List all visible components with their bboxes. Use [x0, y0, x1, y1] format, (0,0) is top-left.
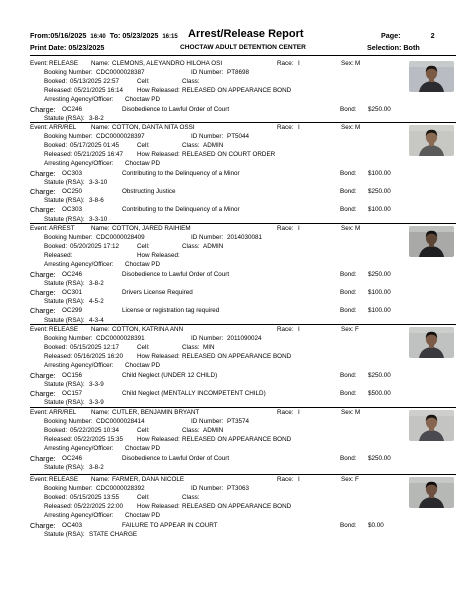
name-label: Name: [91, 409, 110, 416]
page-number: 2 [430, 31, 435, 40]
booking-number-value: CDC0000028414 [96, 418, 145, 426]
charge-label: Charge: [30, 306, 56, 316]
event-value: ARR/REL [49, 409, 77, 416]
record-divider [30, 122, 456, 123]
how-released-value: RELEASED ON COURT ORDER [182, 151, 276, 159]
bond-amount: $250.00 [368, 372, 391, 379]
inmate-name: CLEMONS, ALEYANDRO HILOHA OSI [112, 60, 223, 67]
bond-label: Bond: [340, 106, 357, 113]
charge-label: Charge: [30, 187, 56, 197]
booked-label: Booked: [44, 344, 68, 352]
class-value: ADMIN [203, 142, 224, 150]
charge-description: Disobedience to Lawful Order of Court [122, 271, 230, 278]
statute-value: 3-8-2 [89, 115, 104, 123]
how-released-label: How Released: [137, 87, 180, 95]
class-value: ADMIN [203, 243, 224, 251]
charge-label: Charge: [30, 288, 56, 298]
booking-photo [409, 226, 454, 257]
how-released-label: How Released: [137, 436, 180, 444]
charge-description: Obstructing Justice [122, 188, 176, 196]
how-released-label: How Released: [137, 252, 180, 260]
race-value: I [298, 225, 300, 232]
statute-label: Statute (RSA): [44, 179, 85, 187]
booking-number-value: CDC0000028392 [96, 485, 145, 493]
statute-label: Statute (RSA): [44, 399, 85, 407]
statute-value: 3-3-9 [89, 381, 104, 389]
race-label: Race: [277, 225, 294, 232]
class-value: ADMIN [203, 427, 224, 435]
released-label: Released: [44, 503, 73, 511]
mugshot-image [409, 61, 454, 92]
statute-label: Statute (RSA): [44, 381, 85, 389]
event-label: Event: [30, 60, 48, 67]
print-date-label: Print Date: [30, 43, 67, 52]
sex-label: Sex: [341, 326, 354, 333]
booked-value: 05/15/2025 12:17 [70, 344, 120, 352]
record-divider [30, 324, 456, 325]
statute-value: 4-5-2 [89, 298, 104, 306]
booked-label: Booked: [44, 142, 68, 150]
inmate-name: COTTON, JARED RAIHIEM [112, 225, 191, 232]
bond-label: Bond: [340, 206, 357, 214]
bond-amount: $250.00 [368, 271, 391, 278]
inmate-name: CUTLER, BENJAMIN BRYANT [112, 409, 200, 416]
name-label: Name: [91, 326, 110, 333]
sex-value: M [355, 60, 361, 67]
inmate-name: FARMER, DANA NICOLE [112, 476, 185, 483]
mugshot-image [409, 125, 454, 156]
sex-value: M [355, 225, 361, 232]
id-number-label: ID Number: [191, 133, 224, 141]
race-label: Race: [277, 124, 294, 131]
class-label: Class: [182, 243, 200, 251]
event-value: RELEASE [49, 476, 79, 483]
booking-number-value: CDC0000028409 [96, 234, 145, 242]
race-value: I [298, 124, 300, 131]
how-released-value: RELEASED ON APPEARANCE BOND [182, 353, 292, 361]
race-label: Race: [277, 326, 294, 333]
booking-number-label: Booking Number: [44, 69, 93, 77]
sex-label: Sex: [341, 60, 354, 67]
bond-label: Bond: [340, 271, 357, 278]
cell-label: Cell: [137, 427, 150, 435]
class-label: Class: [182, 344, 200, 352]
agency-label: Arresting Agency/Officer: [44, 445, 114, 453]
agency-label: Arresting Agency/Officer: [44, 160, 114, 168]
statute-value: 3-3-9 [89, 399, 104, 407]
id-number-value: PT5044 [227, 133, 250, 141]
booking-number-label: Booking Number: [44, 485, 93, 493]
record-divider [30, 474, 456, 475]
inmate-name: COTTON, DANTA NITA OSSI [112, 124, 195, 131]
event-value: ARREST [49, 225, 75, 232]
sex-value: M [355, 409, 361, 416]
booking-photo [409, 410, 454, 441]
bond-label: Bond: [340, 289, 357, 297]
sex-label: Sex: [341, 409, 354, 416]
to-label: To: [109, 31, 121, 40]
statute-value: 3-3-10 [89, 179, 108, 187]
class-label: Class: [182, 494, 200, 502]
booking-photo [409, 61, 454, 92]
statute-label: Statute (RSA): [44, 197, 85, 205]
id-number-value: PT3574 [227, 418, 250, 426]
sex-label: Sex: [341, 225, 354, 232]
sex-value: F [355, 326, 359, 333]
page-label: Page: [381, 31, 401, 40]
charge-description: License or registration tag required [122, 307, 220, 315]
bond-label: Bond: [340, 390, 357, 398]
statute-value: 3-8-2 [89, 280, 104, 288]
charge-code: OC301 [62, 289, 82, 297]
charge-code: OC246 [62, 106, 82, 113]
mugshot-image [409, 410, 454, 441]
from-date: 05/16/2025 [50, 31, 87, 40]
charge-code: OC157 [62, 390, 82, 398]
booked-value: 05/20/2025 17:12 [70, 243, 120, 251]
name-label: Name: [91, 225, 110, 232]
charge-label: Charge: [30, 205, 56, 215]
charge-label: Charge: [30, 521, 56, 530]
cell-label: Cell: [137, 494, 150, 502]
bond-amount: $250.00 [368, 455, 391, 462]
to-date: 05/23/2025 [122, 31, 159, 40]
statute-value: 3-8-6 [89, 197, 104, 205]
charge-label: Charge: [30, 105, 56, 114]
charge-description: Child Neglect (MENTALLY INCOMPETENT CHILD) [122, 390, 266, 398]
released-label: Released: [44, 436, 73, 444]
name-label: Name: [91, 476, 110, 483]
bond-label: Bond: [340, 372, 357, 379]
released-label: Released: [44, 252, 73, 260]
event-label: Event: [30, 409, 48, 416]
agency-value: Choctaw PD [125, 445, 160, 453]
booking-number-label: Booking Number: [44, 133, 93, 141]
how-released-value: RELEASED ON APPEARANCE BOND [182, 436, 292, 444]
cell-label: Cell: [137, 243, 150, 251]
booked-value: 05/22/2025 10:34 [70, 427, 120, 435]
charge-description: Drivers License Required [122, 289, 193, 297]
statute-value: 3-8-2 [89, 464, 104, 472]
bond-label: Bond: [340, 307, 357, 315]
statute-value: 4-3-4 [89, 316, 104, 324]
race-value: I [298, 326, 300, 333]
class-label: Class: [182, 142, 200, 150]
bond-amount: $0.00 [368, 522, 384, 529]
charge-code: OC303 [62, 170, 82, 177]
agency-value: Choctaw PD [125, 512, 160, 520]
race-label: Race: [277, 409, 294, 416]
booked-value: 05/17/2025 01:45 [70, 142, 120, 150]
id-number-value: 2014030081 [227, 234, 263, 242]
header-from-to [30, 31, 178, 40]
id-number-value: 2011090024 [227, 335, 262, 343]
print-date [30, 43, 104, 52]
facility-name: CHOCTAW ADULT DETENTION CENTER [180, 44, 306, 51]
race-value: I [298, 476, 300, 483]
agency-value: Choctaw PD [125, 160, 160, 168]
statute-value: STATE CHARGE [89, 531, 138, 539]
class-label: Class: [182, 427, 200, 435]
cell-label: Cell: [137, 78, 150, 86]
released-value: 05/21/2025 16:47 [74, 151, 124, 159]
booking-photo [409, 477, 454, 508]
agency-label: Arresting Agency/Officer: [44, 261, 114, 269]
sex-label: Sex: [341, 476, 354, 483]
booking-number-value: CDC0000028387 [96, 69, 145, 77]
agency-value: Choctaw PD [125, 96, 160, 104]
from-label: From: [30, 31, 51, 40]
charge-code: OC299 [62, 307, 82, 315]
selection [367, 43, 420, 52]
statute-label: Statute (RSA): [44, 298, 85, 306]
agency-label: Arresting Agency/Officer: [44, 362, 114, 370]
charge-code: OC403 [62, 522, 82, 529]
how-released-label: How Released: [137, 353, 180, 361]
record-divider [30, 407, 456, 408]
booked-label: Booked: [44, 494, 68, 502]
released-value: 05/21/2025 16:14 [74, 87, 124, 95]
agency-value: Choctaw PD [125, 362, 160, 370]
name-label: Name: [91, 60, 110, 67]
id-number-label: ID Number: [191, 69, 224, 77]
charge-description: Contributing to the Delinquency of a Minor [122, 206, 240, 214]
booking-number-value: CDC0000028397 [96, 133, 145, 141]
booking-number-value: CDC0000028391 [96, 335, 145, 343]
race-value: I [298, 60, 300, 67]
id-number-label: ID Number: [191, 485, 224, 493]
selection-value: Both [403, 43, 420, 52]
mugshot-image [409, 477, 454, 508]
statute-value: 3-3-10 [89, 215, 108, 223]
charge-label: Charge: [30, 454, 56, 463]
class-value: MIN [203, 344, 215, 352]
booking-photo [409, 327, 454, 358]
mugshot-image [409, 226, 454, 257]
charge-label: Charge: [30, 270, 56, 279]
charge-code: OC246 [62, 455, 82, 462]
cell-label: Cell: [137, 344, 150, 352]
charge-description: Child Neglect (UNDER 12 CHILD) [122, 372, 218, 379]
booking-number-label: Booking Number: [44, 234, 93, 242]
booking-number-label: Booking Number: [44, 418, 93, 426]
charge-description: Contributing to the Delinquency of a Minor [122, 170, 240, 177]
how-released-value: RELEASED ON APPEARANCE BOND [182, 503, 292, 511]
released-label: Released: [44, 353, 73, 361]
booked-label: Booked: [44, 243, 68, 251]
mugshot-image [409, 327, 454, 358]
charge-description: Disobedience to Lawful Order of Court [122, 455, 230, 462]
report-title: Arrest/Release Report [188, 28, 304, 40]
charge-label: Charge: [30, 371, 56, 380]
sex-value: M [355, 124, 361, 131]
charge-code: OC250 [62, 188, 82, 196]
bond-amount: $500.00 [368, 390, 391, 398]
bond-amount: $100.00 [368, 307, 391, 315]
how-released-value: RELEASED ON APPEARANCE BOND [182, 87, 292, 95]
name-label: Name: [91, 124, 110, 131]
agency-label: Arresting Agency/Officer: [44, 512, 114, 520]
page-indicator [381, 31, 435, 40]
sex-label: Sex: [341, 124, 354, 131]
print-date-value: 05/23/2025 [68, 43, 105, 52]
released-value: 05/22/2025 15:35 [74, 436, 124, 444]
sex-value: F [355, 476, 359, 483]
id-number-label: ID Number: [191, 234, 224, 242]
statute-label: Statute (RSA): [44, 531, 85, 539]
bond-amount: $100.00 [368, 289, 391, 297]
booking-number-label: Booking Number: [44, 335, 93, 343]
charge-label: Charge: [30, 389, 56, 399]
bond-amount: $100.00 [368, 170, 391, 177]
statute-label: Statute (RSA): [44, 280, 85, 288]
released-value: 05/16/2025 16:20 [74, 353, 124, 361]
agency-value: Choctaw PD [125, 261, 160, 269]
statute-label: Statute (RSA): [44, 464, 85, 472]
race-label: Race: [277, 60, 294, 67]
booked-value: 05/13/2025 22:57 [70, 78, 120, 86]
charge-code: OC303 [62, 206, 82, 214]
class-label: Class: [182, 78, 200, 86]
bond-amount: $250.00 [368, 106, 391, 113]
charge-code: OC156 [62, 372, 82, 379]
bond-label: Bond: [340, 455, 357, 462]
booking-photo [409, 125, 454, 156]
inmate-name: COTTON, KATRINA ANN [112, 326, 184, 333]
event-label: Event: [30, 124, 48, 131]
selection-label: Selection: [367, 43, 402, 52]
event-label: Event: [30, 476, 48, 483]
race-label: Race: [277, 476, 294, 483]
id-number-value: PT3063 [227, 485, 250, 493]
event-value: RELEASE [49, 60, 79, 67]
event-value: RELEASE [49, 326, 79, 333]
event-label: Event: [30, 326, 48, 333]
record-divider [30, 223, 456, 224]
bond-label: Bond: [340, 170, 357, 177]
booked-value: 05/15/2025 13:55 [70, 494, 120, 502]
bond-amount: $100.00 [368, 206, 391, 214]
how-released-label: How Released: [137, 503, 180, 511]
id-number-label: ID Number: [191, 418, 224, 426]
charge-description: Disobedience to Lawful Order of Court [122, 106, 230, 113]
bond-label: Bond: [340, 522, 357, 529]
booked-label: Booked: [44, 78, 68, 86]
event-value: ARR/REL [49, 124, 77, 131]
to-time: 16:15 [162, 34, 178, 40]
from-time: 16:40 [90, 34, 106, 40]
race-value: I [298, 409, 300, 416]
released-value: 05/22/2025 22:00 [74, 503, 124, 511]
bond-label: Bond: [340, 188, 357, 196]
id-number-value: PT8698 [227, 69, 250, 77]
agency-label: Arresting Agency/Officer: [44, 96, 114, 104]
statute-label: Statute (RSA): [44, 215, 85, 223]
how-released-label: How Released: [137, 151, 180, 159]
statute-label: Statute (RSA): [44, 316, 85, 324]
charge-code: OC246 [62, 271, 82, 278]
charge-label: Charge: [30, 169, 56, 178]
header-divider [30, 55, 456, 56]
booked-label: Booked: [44, 427, 68, 435]
statute-label: Statute (RSA): [44, 115, 85, 123]
event-label: Event: [30, 225, 48, 232]
charge-description: FAILURE TO APPEAR IN COURT [122, 522, 218, 529]
id-number-label: ID Number: [191, 335, 224, 343]
cell-label: Cell: [137, 142, 150, 150]
released-label: Released: [44, 87, 73, 95]
released-label: Released: [44, 151, 73, 159]
bond-amount: $250.00 [368, 188, 391, 196]
